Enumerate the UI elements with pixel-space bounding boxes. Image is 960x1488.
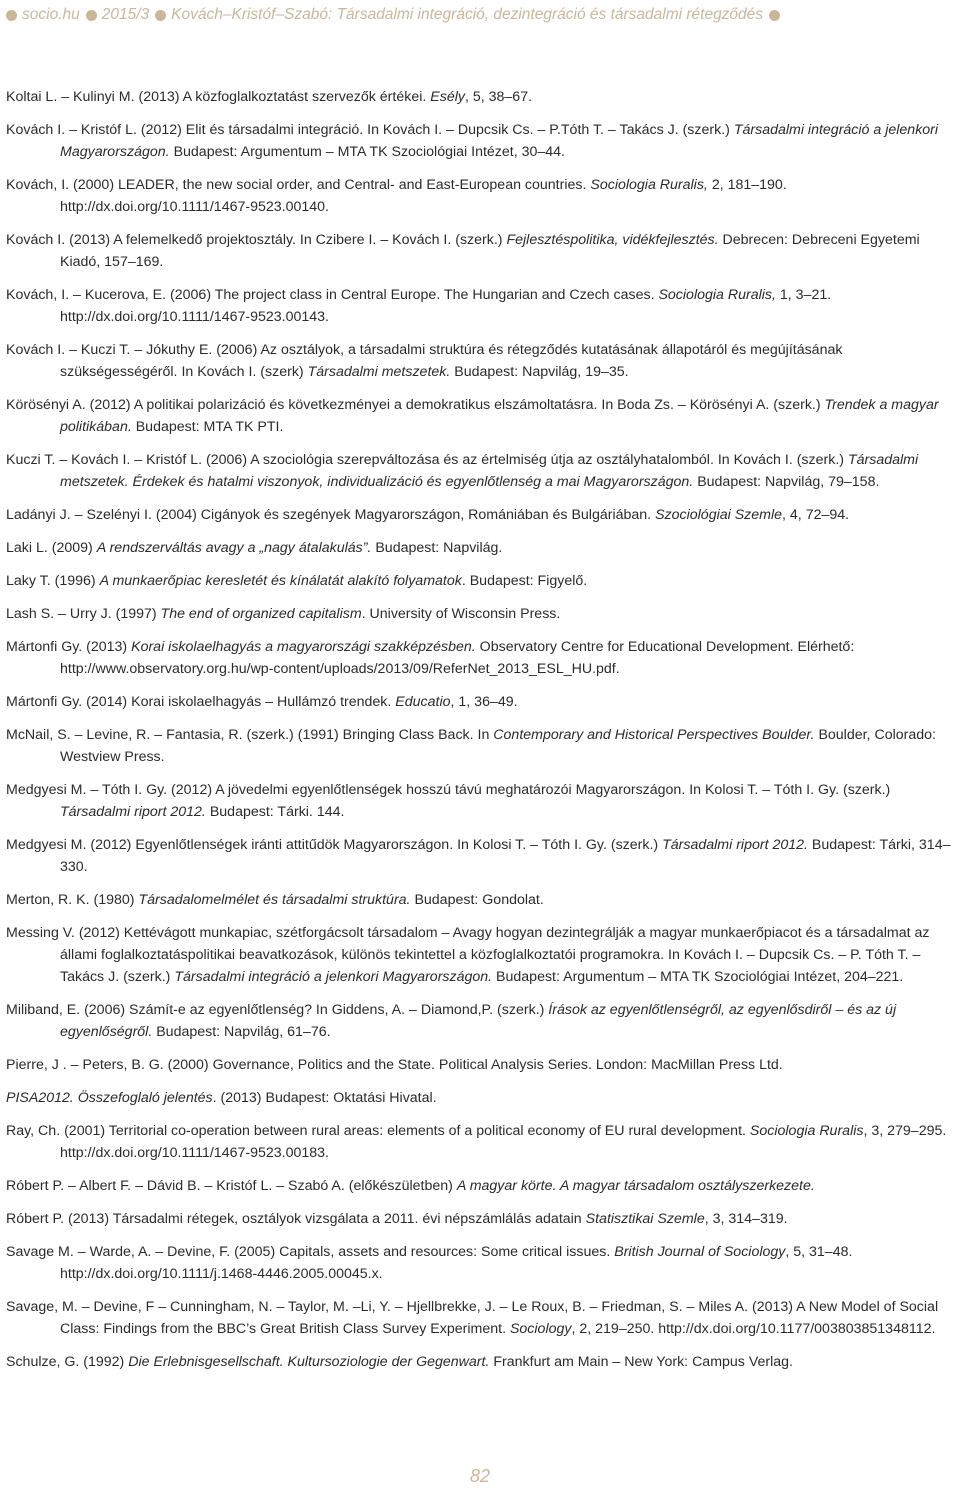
reference-entry-kovach-kucerova-2006 — [6, 284, 956, 328]
reference-text: Mártonfi Gy. (2013) — [6, 639, 132, 655]
reference-text: Kovách I. – Kuczi T. – Jókuthy E. (2006) Az osztályok, a társadalmi struktúra és rétegződés kutatásának állapotáról és megújításának szükségességéről. In Kovách I. (szerk) — [6, 342, 843, 380]
reference-text: Kovách I. (2013) A felemelkedő projektosztály. In Czibere I. – Kovách I. (szerk.) — [6, 232, 507, 248]
reference-text: Budapest: Tárki, 314–330. — [60, 837, 951, 875]
header-site: socio.hu — [22, 6, 80, 23]
reference-italic-text: Die Erlebnisgesellschaft. Kultursoziologie der Gegenwart. — [128, 1354, 490, 1370]
reference-text: Ray, Ch. (2001) Territorial co-operation between rural areas: elements of a political economy of EU rural development. — [6, 1123, 750, 1139]
reference-italic-text: Statisztikai Szemle — [585, 1211, 705, 1227]
reference-italic-text: Társadalmi integráció a jelenkori Magyarországon. — [60, 122, 939, 160]
reference-italic-text: Sociology — [509, 1321, 572, 1337]
reference-text: Pierre, J . – Peters, B. G. (2000) Governance, Politics and the State. Political Analysis Series. London: MacMillan Press Ltd. — [6, 1057, 783, 1073]
reference-italic-text: Sociologia Ruralis — [749, 1123, 864, 1139]
reference-italic-text: Írások az egyenlőtlenségről, az egyenlősdiről – és az új egyenlőségről. — [60, 1002, 897, 1040]
page-number: 82 — [469, 1466, 491, 1486]
reference-entry-pisa-2012 — [6, 1087, 956, 1109]
reference-italic-text: Contemporary and Historical Perspectives Boulder. — [493, 727, 815, 743]
reference-text: Messing V. (2012) Kettévágott munkapiac, szétforgácsolt társadalom – Avagy hogyan dezintegrálják a magyar munkaerőpiacot és a társadalmat az állami foglalkoztatáspolitikai beavatkozások, különös tekintettel a közfoglalkoztatói programokra. In Kovách I. – Dupcsik Cs. – P. Tóth T. – Takács J. (szerk.) — [6, 925, 930, 985]
reference-text: Kuczi T. – Kovách I. – Kristóf L. (2006) A szociológia szerepváltozása és az értelmiség útja az osztályhatalomból. In Kovách I. (szerk.) — [6, 452, 848, 468]
reference-list — [6, 86, 956, 1384]
reference-text: Schulze, G. (1992) — [6, 1354, 129, 1370]
reference-text: Kovách, I. – Kucerova, E. (2006) The project class in Central Europe. The Hungarian and Czech cases. — [6, 287, 659, 303]
reference-entry-martonfi-2014 — [6, 691, 956, 713]
reference-text: 2, 181–190. http://dx.doi.org/10.1111/1467-9523.00140. — [60, 177, 787, 215]
bullet-icon — [86, 10, 97, 21]
reference-entry-korosenyi-2012 — [6, 394, 956, 438]
reference-text: Budapest: MTA TK PTI. — [131, 419, 284, 435]
reference-text: Mártonfi Gy. (2014) Korai iskolaelhagyás – Hullámzó trendek. — [6, 694, 396, 710]
reference-entry-ladanyi-szelenyi-2004 — [6, 504, 956, 526]
reference-text: , 5, 31–48. http://dx.doi.org/10.1111/j.1468-4446.2005.00045.x. — [60, 1244, 853, 1282]
reference-entry-lash-urry-1997 — [6, 603, 956, 625]
reference-text: , 3, 279–295. http://dx.doi.org/10.1111/1467-9523.00183. — [60, 1123, 947, 1161]
reference-text: Boulder, Colorado: Westview Press. — [60, 727, 936, 765]
reference-entry-messing-2012 — [6, 922, 956, 988]
reference-entry-robert-elokeszuletben — [6, 1175, 956, 1197]
reference-entry-medgyesi-2012 — [6, 834, 956, 878]
reference-text: Frankfurt am Main – New York: Campus Verlag. — [489, 1354, 794, 1370]
reference-entry-savage-2005 — [6, 1241, 956, 1285]
reference-entry-martonfi-2013 — [6, 636, 956, 680]
header-issue: 2015/3 — [101, 6, 150, 23]
reference-text: Laky T. (1996) — [6, 573, 100, 589]
reference-entry-ray-2001 — [6, 1120, 956, 1164]
reference-italic-text: A rendszerváltás avagy a „nagy átalakulás”. — [96, 540, 372, 556]
bullet-icon — [769, 10, 780, 21]
reference-text: Merton, R. K. (1980) — [6, 892, 139, 908]
reference-entry-kovach-2013 — [6, 229, 956, 273]
reference-text: Lash S. – Urry J. (1997) — [6, 606, 161, 622]
reference-entry-laki-2009 — [6, 537, 956, 559]
reference-text: Budapest: Napvilág. — [371, 540, 503, 556]
reference-entry-laky-1996 — [6, 570, 956, 592]
reference-text: Koltai L. – Kulinyi M. (2013) A közfoglalkoztatást szervezők értékei. — [6, 89, 431, 105]
reference-text: Róbert P. – Albert F. – Dávid B. – Kristóf L. – Szabó A. (előkészületben) — [6, 1178, 457, 1194]
reference-entry-medgyesi-toth-2012 — [6, 779, 956, 823]
reference-text: Debrecen: Debreceni Egyetemi Kiadó, 157–169. — [60, 232, 920, 270]
reference-entry-koltai — [6, 86, 956, 108]
reference-text: McNail, S. – Levine, R. – Fantasia, R. (szerk.) (1991) Bringing Class Back. In — [6, 727, 494, 743]
reference-entry-kovach-kristof-2012 — [6, 119, 956, 163]
reference-text: , 2, 219–250. http://dx.doi.org/10.1177/003803851348112. — [571, 1321, 936, 1337]
reference-italic-text: Társadalomelmélet és társadalmi struktúra. — [138, 892, 411, 908]
reference-text: Savage, M. – Devine, F – Cunningham, N. – Taylor, M. –Li, Y. – Hjellbrekke, J. – Le Roux, B. – Friedman, S. – Miles A. (2013) A New Model of Social Class: Findings from the BBC’s Great British Class Survey Experiment. — [6, 1299, 939, 1337]
reference-text: Observatory Centre for Educational Development. Elérhető: http://www.observatory.org.hu/wp-content/uploads/2013/09/ReferNet_2013_ESL_HU.pdf. — [60, 639, 855, 677]
reference-italic-text: Társadalmi riport 2012. — [662, 837, 808, 853]
reference-text: Róbert P. (2013) Társadalmi rétegek, osztályok vizsgálata a 2011. évi népszámlálás adatain — [6, 1211, 586, 1227]
reference-text: Budapest: Napvilág, 79–158. — [693, 474, 880, 490]
reference-text: , 4, 72–94. — [782, 507, 850, 523]
reference-text: Miliband, E. (2006) Számít-e az egyenlőtlenség? In Giddens, A. – Diamond,P. (szerk.) — [6, 1002, 549, 1018]
reference-italic-text: Szociológiai Szemle — [655, 507, 783, 523]
reference-italic-text: Sociologia Ruralis, — [590, 177, 708, 193]
reference-italic-text: Korai iskolaelhagyás a magyarországi szakképzésben. — [131, 639, 476, 655]
reference-text: Budapest: Tárki. 144. — [205, 804, 345, 820]
reference-italic-text: British Journal of Sociology — [614, 1244, 786, 1260]
reference-entry-kuczi-2006 — [6, 449, 956, 493]
reference-italic-text: Fejlesztéspolitika, vidékfejlesztés. — [506, 232, 719, 248]
reference-italic-text: PISA2012. Összefoglaló jelentés — [6, 1090, 213, 1106]
reference-italic-text: Társadalmi integráció a jelenkori Magyarországon. — [174, 969, 493, 985]
reference-italic-text: Educatio — [395, 694, 451, 710]
reference-text: Körösényi A. (2012) A politikai polarizáció és következményei a demokratikus elszámoltatásra. In Boda Zs. – Körösényi A. (szerk.) — [6, 397, 825, 413]
reference-text: Kovách I. – Kristóf L. (2012) Elit és társadalmi integráció. In Kovách I. – Dupcsik Cs. – P.Tóth T. – Takács J. (szerk.) — [6, 122, 734, 138]
reference-italic-text: Trendek a magyar politikában. — [60, 397, 939, 435]
reference-text: , 5, 38–67. — [464, 89, 533, 105]
reference-text: Budapest: Gondolat. — [410, 892, 544, 908]
reference-text: Savage M. – Warde, A. – Devine, F. (2005) Capitals, assets and resources: Some critical issues. — [6, 1244, 615, 1260]
reference-text: Budapest: Argumentum – MTA TK Szociológiai Intézet, 30–44. — [169, 144, 565, 160]
reference-italic-text: Esély — [430, 89, 465, 105]
header-title: Kovách–Kristóf–Szabó: Társadalmi integráció, dezintegráció és társadalmi rétegződés — [171, 6, 764, 23]
reference-italic-text: Társadalmi metszetek. Érdekek és hatalmi viszonyok, individualizáció és egyenlőtlenség a mai Magyarországon. — [60, 452, 919, 490]
reference-italic-text: Társadalmi riport 2012. — [60, 804, 206, 820]
reference-italic-text: The end of organized capitalism — [160, 606, 362, 622]
reference-italic-text: A magyar körte. A magyar társadalom osztályszerkezete. — [456, 1178, 815, 1194]
reference-text: . (2013) Budapest: Oktatási Hivatal. — [212, 1090, 437, 1106]
running-header — [0, 0, 960, 30]
reference-entry-miliband-2006 — [6, 999, 956, 1043]
reference-text: Budapest: Argumentum – MTA TK Szociológiai Intézet, 204–221. — [492, 969, 904, 985]
reference-entry-merton-1980 — [6, 889, 956, 911]
bullet-icon — [155, 10, 166, 21]
reference-text: Medgyesi M. – Tóth I. Gy. (2012) A jövedelmi egyenlőtlenségek hosszú távú meghatározói Magyarországon. In Kolosi T. – Tóth I. Gy. (szerk.) — [6, 782, 891, 798]
reference-entry-savage-2013 — [6, 1296, 956, 1340]
reference-entry-kovach-2000 — [6, 174, 956, 218]
reference-text: Budapest: Napvilág, 61–76. — [152, 1024, 331, 1040]
reference-text: . Budapest: Figyelő. — [461, 573, 588, 589]
reference-text: , 1, 36–49. — [450, 694, 518, 710]
reference-italic-text: A munkaerőpiac keresletét és kínálatát alakító folyamatok — [99, 573, 462, 589]
reference-entry-kovach-kuczi-jokuthy-2006 — [6, 339, 956, 383]
bullet-icon — [6, 10, 17, 21]
reference-text: 1, 3–21. http://dx.doi.org/10.1111/1467-9523.00143. — [60, 287, 832, 325]
reference-entry-schulze-1992 — [6, 1351, 956, 1373]
reference-text: Medgyesi M. (2012) Egyenlőtlenségek iránti attitűdök Magyarországon. In Kolosi T. – Tóth I. Gy. (szerk.) — [6, 837, 663, 853]
reference-entry-robert-2013 — [6, 1208, 956, 1230]
reference-text: Ladányi J. – Szelényi I. (2004) Cigányok és szegények Magyarországon, Romániában és Bulgáriában. — [6, 507, 656, 523]
reference-entry-mcnail-1991 — [6, 724, 956, 768]
reference-text: . University of Wisconsin Press. — [361, 606, 561, 622]
reference-italic-text: Társadalmi metszetek. — [307, 364, 451, 380]
reference-text: Kovách, I. (2000) LEADER, the new social order, and Central- and East-European countries. — [6, 177, 591, 193]
reference-text: Laki L. (2009) — [6, 540, 97, 556]
reference-entry-pierre-peters-2000 — [6, 1054, 956, 1076]
reference-text: Budapest: Napvilág, 19–35. — [450, 364, 629, 380]
reference-italic-text: Sociologia Ruralis, — [658, 287, 776, 303]
reference-text: , 3, 314–319. — [704, 1211, 788, 1227]
